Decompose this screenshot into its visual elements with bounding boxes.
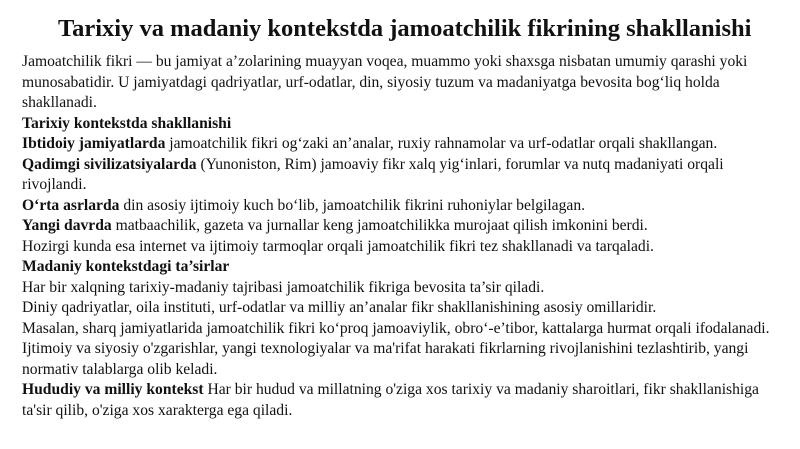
- historical-item: [22, 216, 778, 237]
- page-title: Tarixiy va madaniy kontekstda jamoatchilik fikrining shakllanishi: [58, 15, 752, 42]
- item-text: din asosiy ijtimoiy kuch bo‘lib, jamoatchilik fikrini ruhoniylar belgilagan.: [119, 196, 586, 214]
- historical-item: [22, 196, 778, 217]
- regional-paragraph: [22, 380, 778, 421]
- slide-content: [22, 52, 778, 421]
- historical-item: [22, 155, 778, 196]
- section-heading-text: Madaniy kontekstdagi ta’sirlar: [22, 258, 230, 275]
- item-text: matbaachilik, gazeta va jurnallar keng jamoatchilikka murojaat qilish imkonini berdi.: [111, 217, 648, 234]
- cultural-line: Har bir xalqning tarixiy-madaniy tajribasi jamoatchilik fikriga bevosita ta’sir qiladi.: [22, 278, 545, 296]
- item-term: Qadimgi sivilizatsiyalarda: [22, 155, 197, 173]
- section-heading-cultural: [22, 257, 778, 278]
- regional-text: Har bir hudud va millatning o'ziga xos tarixiy va madaniy sharoitlari, fikr shakllanishiga ta'sir qilib, o'ziga xos xarakterga ega qiladi.: [22, 381, 759, 419]
- item-text: (Yunoniston, Rim) jamoaviy fikr xalq yig‘inlari, forumlar va nutq madaniyati orqali rivojlandi.: [22, 155, 724, 193]
- section-heading-historical: [22, 114, 778, 135]
- historical-item: [22, 134, 778, 155]
- regional-term: Hududiy va milliy kontekst: [22, 381, 204, 398]
- item-term: Ibtidoiy jamiyatlarda: [22, 135, 166, 152]
- historical-closing: Hozirgi kunda esa internet va ijtimoiy tarmoqlar orqali jamoatchilik fikri tez shakllanadi va tarqaladi.: [22, 237, 654, 255]
- cultural-line: Ijtimoiy va siyosiy o'zgarishlar, yangi texnologiyalar va ma'rifat harakati fikrlarning rivojlanishini tezlashtirib, yangi normativ talablarga olib keladi.: [22, 340, 749, 378]
- item-term: Yangi davrda: [22, 217, 112, 234]
- section-heading-text: Tarixiy kontekstda shakllanishi: [22, 114, 232, 132]
- item-text: jamoatchilik fikri og‘zaki an’analar, ruxiy rahnamolar va urf-odatlar orqali shakllangan.: [165, 135, 718, 152]
- cultural-line: Diniy qadriyatlar, oila instituti, urf-odatlar va milliy an’analar fikr shakllanishining asosiy omillaridir.: [22, 299, 657, 316]
- item-term: O‘rta asrlarda: [22, 196, 120, 214]
- intro-paragraph: Jamoatchilik fikri — bu jamiyat a’zolarining muayyan voqea, muammo yoki shaxsga nisbatan umumiy qarashi yoki munosabatidir. U jamiyatdagi qadriyatlar, urf-odatlar, din, siyosiy tuzum va madaniyatga bevosita bog‘liq holda shakllanadi.: [22, 53, 748, 111]
- cultural-line: Masalan, sharq jamiyatlarida jamoatchilik fikri ko‘proq jamoaviylik, obro‘-e’tibor, kattalarga hurmat orqali ifodalanadi.: [22, 319, 770, 337]
